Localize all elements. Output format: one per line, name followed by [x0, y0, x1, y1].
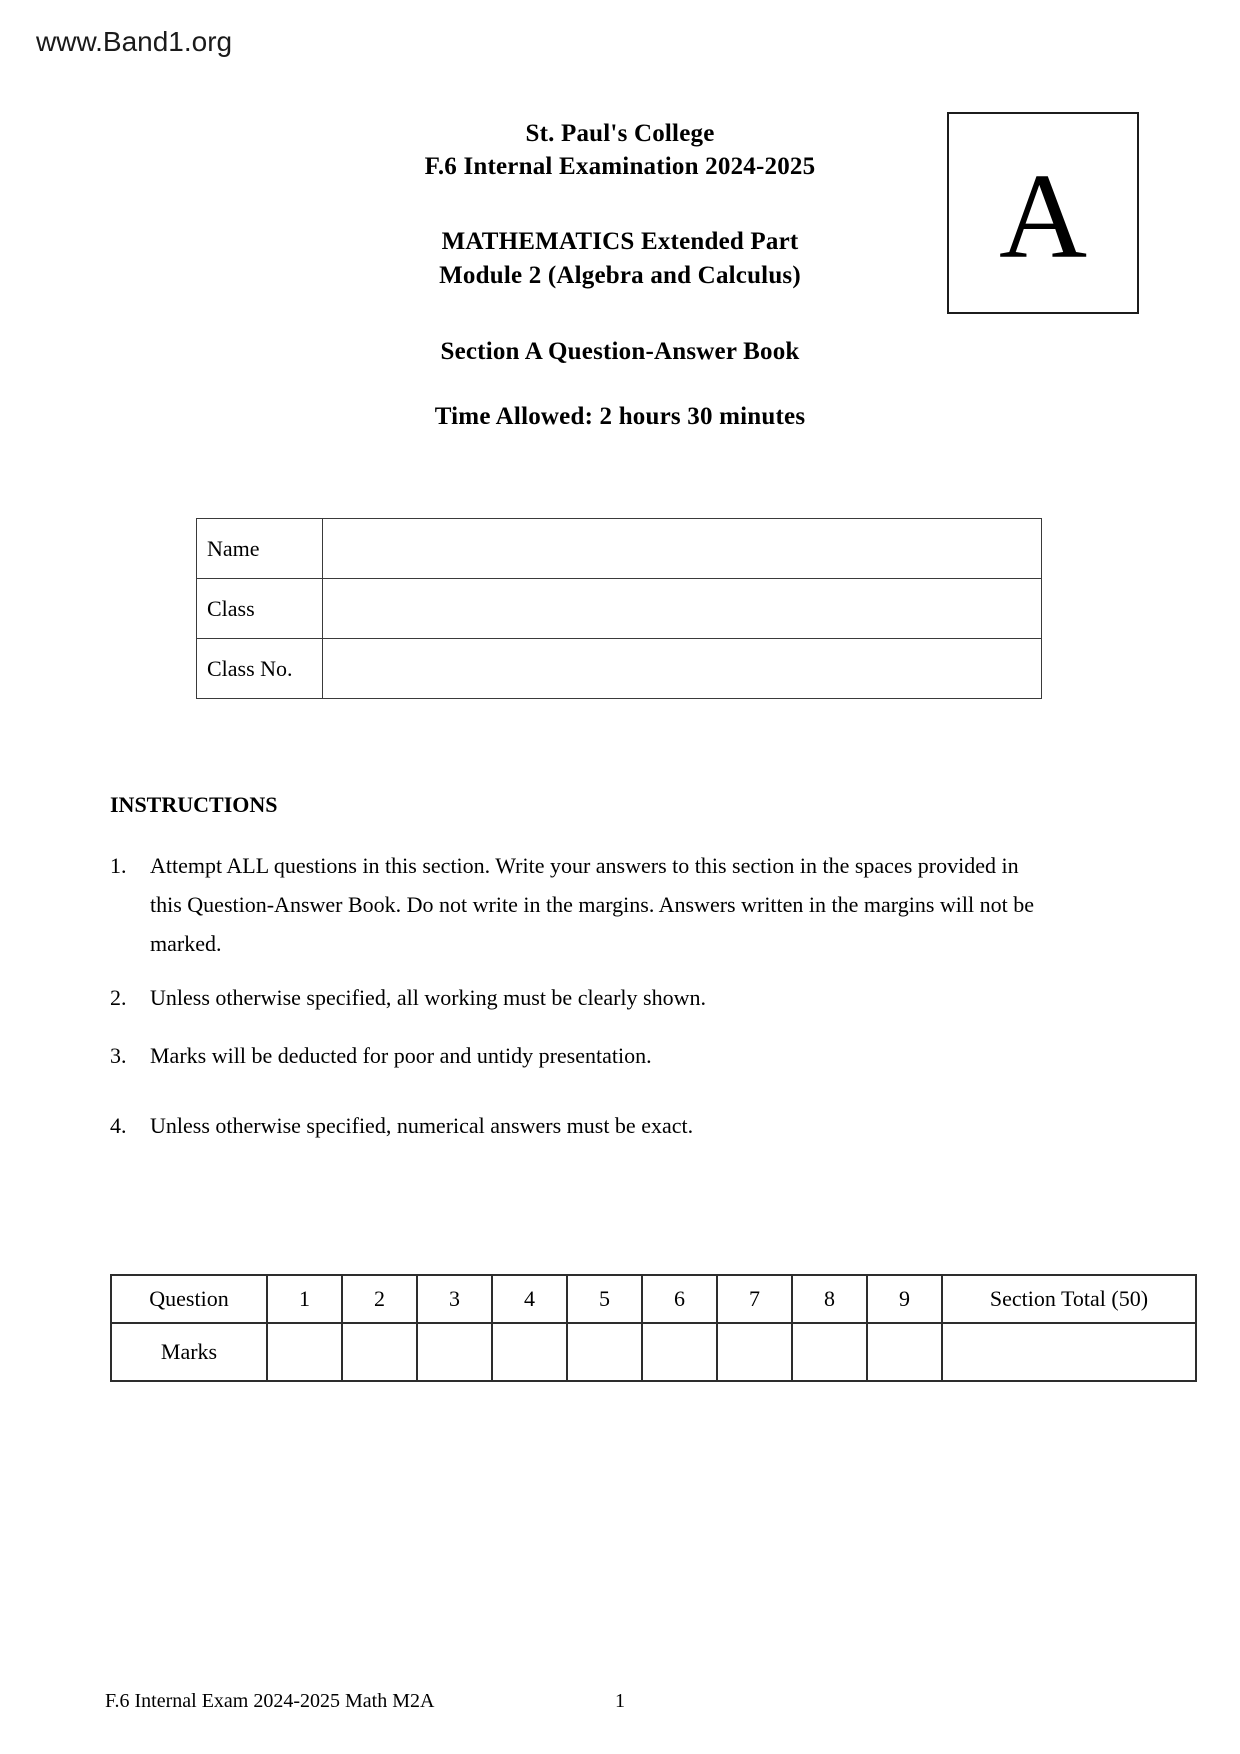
school-name: St. Paul's College — [525, 120, 715, 147]
name-value-cell — [323, 519, 1042, 579]
question-header-cell: Question — [111, 1275, 267, 1323]
marks-cell-2 — [342, 1323, 417, 1381]
subject-title: MATHEMATICS Extended Part — [441, 228, 799, 255]
question-1-cell: 1 — [267, 1275, 342, 1323]
time-allowed: Time Allowed: 2 hours 30 minutes — [434, 403, 806, 430]
marks-cell-1 — [267, 1323, 342, 1381]
marks-cell-3 — [417, 1323, 492, 1381]
question-8-cell: 8 — [792, 1275, 867, 1323]
marks-cell-7 — [717, 1323, 792, 1381]
student-info-row-class — [197, 579, 1042, 639]
class-label: Class — [197, 579, 323, 639]
site-watermark: www.Band1.org — [36, 26, 233, 57]
question-3-cell: 3 — [417, 1275, 492, 1323]
instruction-4-number: 4. — [110, 1113, 127, 1138]
marks-row-label: Marks — [111, 1323, 267, 1381]
instruction-4-text: Unless otherwise specified, numerical answers must be exact. — [150, 1113, 694, 1138]
question-4-cell: 4 — [492, 1275, 567, 1323]
instruction-2-number: 2. — [110, 985, 127, 1010]
marks-summary-table — [110, 1274, 1197, 1382]
student-info-table — [196, 518, 1042, 699]
student-info-row-class-no — [197, 639, 1042, 699]
marks-table-header-row — [111, 1275, 1196, 1323]
class-no-value-cell — [323, 639, 1042, 699]
name-label: Name — [197, 519, 323, 579]
instruction-3-text: Marks will be deducted for poor and untidy presentation. — [150, 1043, 652, 1068]
instruction-3-number: 3. — [110, 1043, 127, 1068]
question-5-cell: 5 — [567, 1275, 642, 1323]
marks-cell-6 — [642, 1323, 717, 1381]
class-value-cell — [323, 579, 1042, 639]
section-title: Section A Question-Answer Book — [440, 338, 800, 365]
marks-cell-5 — [567, 1323, 642, 1381]
question-6-cell: 6 — [642, 1275, 717, 1323]
footer-exam-label: F.6 Internal Exam 2024-2025 Math M2A — [105, 1690, 435, 1712]
marks-table-marks-row — [111, 1323, 1196, 1381]
instruction-1-number: 1. — [110, 853, 127, 878]
module-title: Module 2 (Algebra and Calculus) — [439, 262, 801, 289]
paper-version-letter: A — [998, 149, 1088, 284]
instruction-2-text: Unless otherwise specified, all working must be clearly shown. — [150, 985, 706, 1010]
class-no-label: Class No. — [197, 639, 323, 699]
marks-cell-9 — [867, 1323, 942, 1381]
student-info-row-name — [197, 519, 1042, 579]
instruction-1-text: Attempt ALL questions in this section. Write your answers to this section in the spaces provided in this Question-Answer Book. Do not write in the margins. Answers written in the margins will not be marked. — [150, 853, 1034, 956]
exam-title: F.6 Internal Examination 2024-2025 — [424, 153, 816, 180]
instructions-heading: INSTRUCTIONS — [110, 792, 278, 817]
section-total-header-cell: Section Total (50) — [942, 1275, 1196, 1323]
marks-cell-8 — [792, 1323, 867, 1381]
footer-page-number: 1 — [615, 1690, 625, 1712]
marks-cell-4 — [492, 1323, 567, 1381]
question-7-cell: 7 — [717, 1275, 792, 1323]
question-9-cell: 9 — [867, 1275, 942, 1323]
section-total-value-cell — [942, 1323, 1196, 1381]
paper-version-box — [947, 112, 1139, 314]
question-2-cell: 2 — [342, 1275, 417, 1323]
